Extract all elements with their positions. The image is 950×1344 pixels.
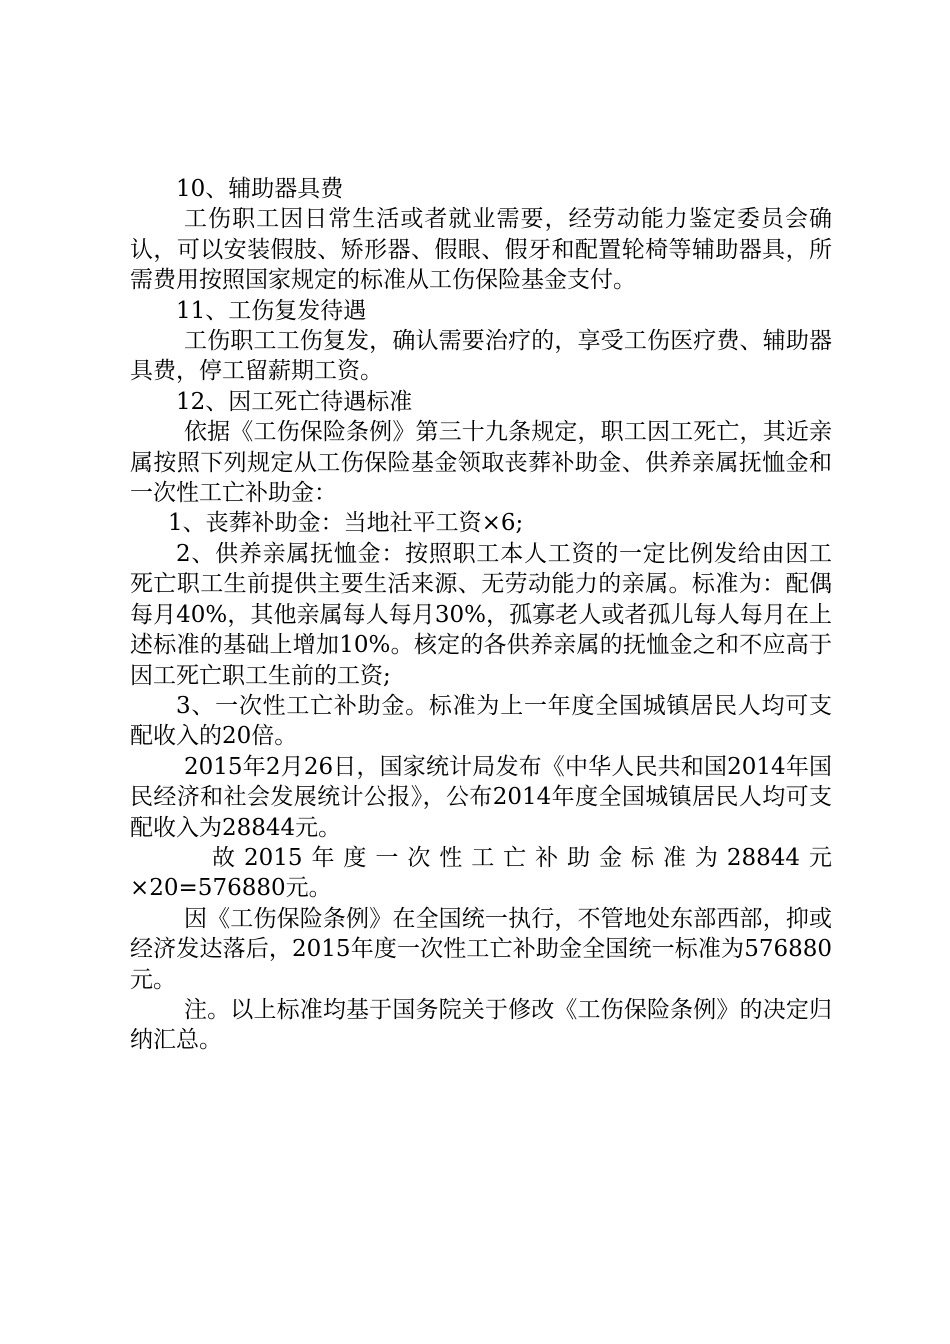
paragraph-national-uniform: 因《工伤保险条例》在全国统一执行，不管地处东部西部，抑或经济发达落后，2015年度一次性工亡补助金全国统一标准为576880元。 [130,905,832,993]
heading-death-benefits: 12、因工死亡待遇标准 [176,388,413,415]
paragraph-note: 注。以上标准均基于国务院关于修改《工伤保险条例》的决定归纳汇总。 [130,996,832,1054]
paragraph-assistive-devices: 工伤职工因日常生活或者就业需要，经劳动能力鉴定委员会确认，可以安装假肢、矫形器、假眼、假牙和配置轮椅等辅助器具，所需费用按照国家规定的标准从工伤保险基金支付。 [130,206,832,294]
heading-injury-recurrence: 11、工伤复发待遇 [176,297,367,324]
paragraph-2015-standard-line2: ×20=576880元。 [130,875,332,902]
item-lump-sum-subsidy: 3、一次性工亡补助金。标准为上一年度全国城镇居民人均可支配收入的20倍。 [130,692,832,750]
paragraph-statistics-bulletin: 2015年2月26日，国家统计局发布《中华人民共和国2014年国民经济和社会发展统计公报》，公布2014年度全国城镇居民人均可支配收入为28844元。 [130,753,832,841]
item-dependent-pension: 2、供养亲属抚恤金：按照职工本人工资的一定比例发给由因工死亡职工生前提供主要生活来源、无劳动能力的亲属。标准为：配偶每月40%，其他亲属每人每月30%，孤寡老人或者孤儿每人每月在上述标准的基础上增加10%。核定的各供养亲属的抚恤金之和不应高于因工死亡职工生前的工资; [130,540,832,689]
heading-assistive-devices: 10、辅助器具费 [176,176,344,202]
paragraph-2015-standard-line1: 故2015年度一次性工亡补助金标准为28844元 [212,844,832,871]
document-body [130,174,832,1056]
paragraph-injury-recurrence: 工伤职工工伤复发，确认需要治疗的，享受工伤医疗费、辅助器具费，停工留薪期工资。 [130,328,832,385]
item-funeral-subsidy: 1、丧葬补助金：当地社平工资×6; [168,510,524,537]
paragraph-death-benefits-intro: 依据《工伤保险条例》第三十九条规定，职工因工死亡，其近亲属按照下列规定从工伤保险基金领取丧葬补助金、供养亲属抚恤金和一次性工亡补助金： [130,419,832,507]
